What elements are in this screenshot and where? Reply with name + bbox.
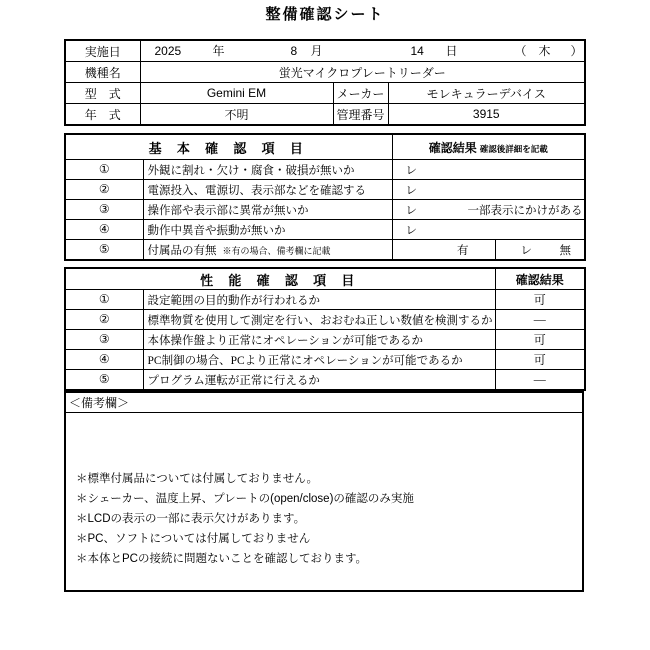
result-cell <box>392 220 585 240</box>
model-type-value: Gemini EM <box>140 83 333 104</box>
remark-line: ＊標準付属品については付属しておりません。 <box>76 473 318 485</box>
control-number-label: 管理番号 <box>333 104 388 126</box>
item-text: 操作部や表示部に異常が無いか <box>143 200 392 220</box>
maker-value: モレキュラーデバイス <box>388 83 585 104</box>
remarks-body <box>66 413 582 569</box>
model-name-label: 機種名 <box>65 62 140 83</box>
year-type-label: 年 式 <box>65 104 140 126</box>
basic-row-1 <box>65 160 585 180</box>
date-day: 14 <box>410 44 424 58</box>
date-row <box>65 40 585 62</box>
date-paren-close: ） <box>570 44 583 58</box>
presence-yes-label: 有 <box>457 244 469 257</box>
info-table <box>64 39 586 126</box>
remark-line: ＊本体とPCの接続に問題ないことを確認しております。 <box>76 553 368 565</box>
basic-row-4 <box>65 220 585 240</box>
date-weekday: 木 <box>538 44 551 58</box>
presence-no-cell <box>496 240 585 259</box>
performance-row-1 <box>65 290 585 310</box>
item-number: ③ <box>65 200 143 220</box>
date-day-unit: 日 <box>445 44 458 58</box>
check-mark: レ <box>520 244 533 257</box>
item-text: 電源投入、電源切、表示部などを確認する <box>143 180 392 200</box>
result-cell <box>392 160 585 180</box>
page-title: 整備確認シート <box>265 6 385 23</box>
check-mark: レ <box>405 184 418 197</box>
result-header-note: 確認後詳細を記載 <box>479 143 548 154</box>
date-label: 実施日 <box>65 40 140 62</box>
item-number: ⑤ <box>65 240 143 261</box>
model-type-row <box>65 83 585 104</box>
check-comment: 一部表示にかけがある <box>467 204 583 217</box>
model-name-value: 蛍光マイクロプレートリーダー <box>140 62 585 83</box>
item-text: 設定範囲の目的動作が行われるか <box>143 290 495 310</box>
check-mark: レ <box>405 164 418 177</box>
date-year: 2025 <box>154 44 182 58</box>
date-month-unit: 月 <box>310 44 323 58</box>
check-mark: レ <box>405 204 418 217</box>
item-text: 付属品の有無 <box>147 244 217 257</box>
item-number: ② <box>65 310 143 330</box>
remark-line: ＊シェーカー、温度上昇、プレートの(open/close)の確認のみ実施 <box>76 493 414 505</box>
item-number: ④ <box>65 350 143 370</box>
item-number: ③ <box>65 330 143 350</box>
item-number: ① <box>65 160 143 180</box>
performance-row-3 <box>65 330 585 350</box>
remark-line: ＊LCDの表示の一部に表示欠けがあります。 <box>76 513 306 525</box>
result-value: ― <box>495 370 585 391</box>
result-value: 可 <box>495 350 585 370</box>
item-text: 動作中異音や振動が無いか <box>143 220 392 240</box>
performance-result-header: 確認結果 <box>495 268 585 290</box>
model-name-row <box>65 62 585 83</box>
result-value: 可 <box>495 330 585 350</box>
item-number: ⑤ <box>65 370 143 391</box>
performance-row-5 <box>65 370 585 391</box>
item-text: PC制御の場合、PCより正常にオペレーションが可能であるか <box>143 350 495 370</box>
performance-header-row <box>65 268 585 290</box>
control-number-value: 3915 <box>388 104 585 126</box>
item-text: 外観に割れ・欠け・腐食・破損が無いか <box>143 160 392 180</box>
basic-header-row <box>65 134 585 160</box>
date-value-cell <box>140 40 585 62</box>
basic-table-title: 基 本 確 認 項 目 <box>65 134 392 160</box>
check-mark: レ <box>405 224 418 237</box>
basic-row-5 <box>65 240 585 261</box>
remarks-box <box>64 391 584 592</box>
date-paren-open: （ <box>514 44 527 58</box>
item-text: 標準物質を使用して測定を行い、おおむね正しい数値を検測するか <box>143 310 495 330</box>
item-text: 本体操作盤より正常にオペレーションが可能であるか <box>143 330 495 350</box>
basic-row-3 <box>65 200 585 220</box>
presence-result-cell <box>392 240 585 261</box>
presence-no-label: 無 <box>559 244 572 257</box>
year-type-row <box>65 104 585 126</box>
performance-row-4 <box>65 350 585 370</box>
performance-check-table <box>64 267 586 391</box>
basic-result-header-cell <box>392 134 585 160</box>
performance-row-2 <box>65 310 585 330</box>
presence-yes-cell <box>393 240 496 259</box>
result-value: ― <box>495 310 585 330</box>
item-number: ① <box>65 290 143 310</box>
result-header-label: 確認結果 <box>428 140 477 155</box>
model-type-label: 型 式 <box>65 83 140 104</box>
item-text: プログラム運転が正常に行えるか <box>143 370 495 391</box>
item-text-cell <box>143 240 392 261</box>
date-month: 8 <box>290 44 298 58</box>
item-number: ② <box>65 180 143 200</box>
result-value: 可 <box>495 290 585 310</box>
remark-line: ＊PC、ソフトについては付属しておりません <box>76 533 311 545</box>
year-type-value: 不明 <box>140 104 333 126</box>
maker-label: メーカー <box>333 83 388 104</box>
result-cell <box>392 200 585 220</box>
item-note: ※有の場合、備考欄に記載 <box>222 245 331 256</box>
item-number: ④ <box>65 220 143 240</box>
date-year-unit: 年 <box>212 44 225 58</box>
result-cell <box>392 180 585 200</box>
remarks-label: ＜備考欄＞ <box>66 393 582 413</box>
performance-table-title: 性 能 確 認 項 目 <box>65 268 495 290</box>
basic-check-table <box>64 133 586 261</box>
basic-row-2 <box>65 180 585 200</box>
